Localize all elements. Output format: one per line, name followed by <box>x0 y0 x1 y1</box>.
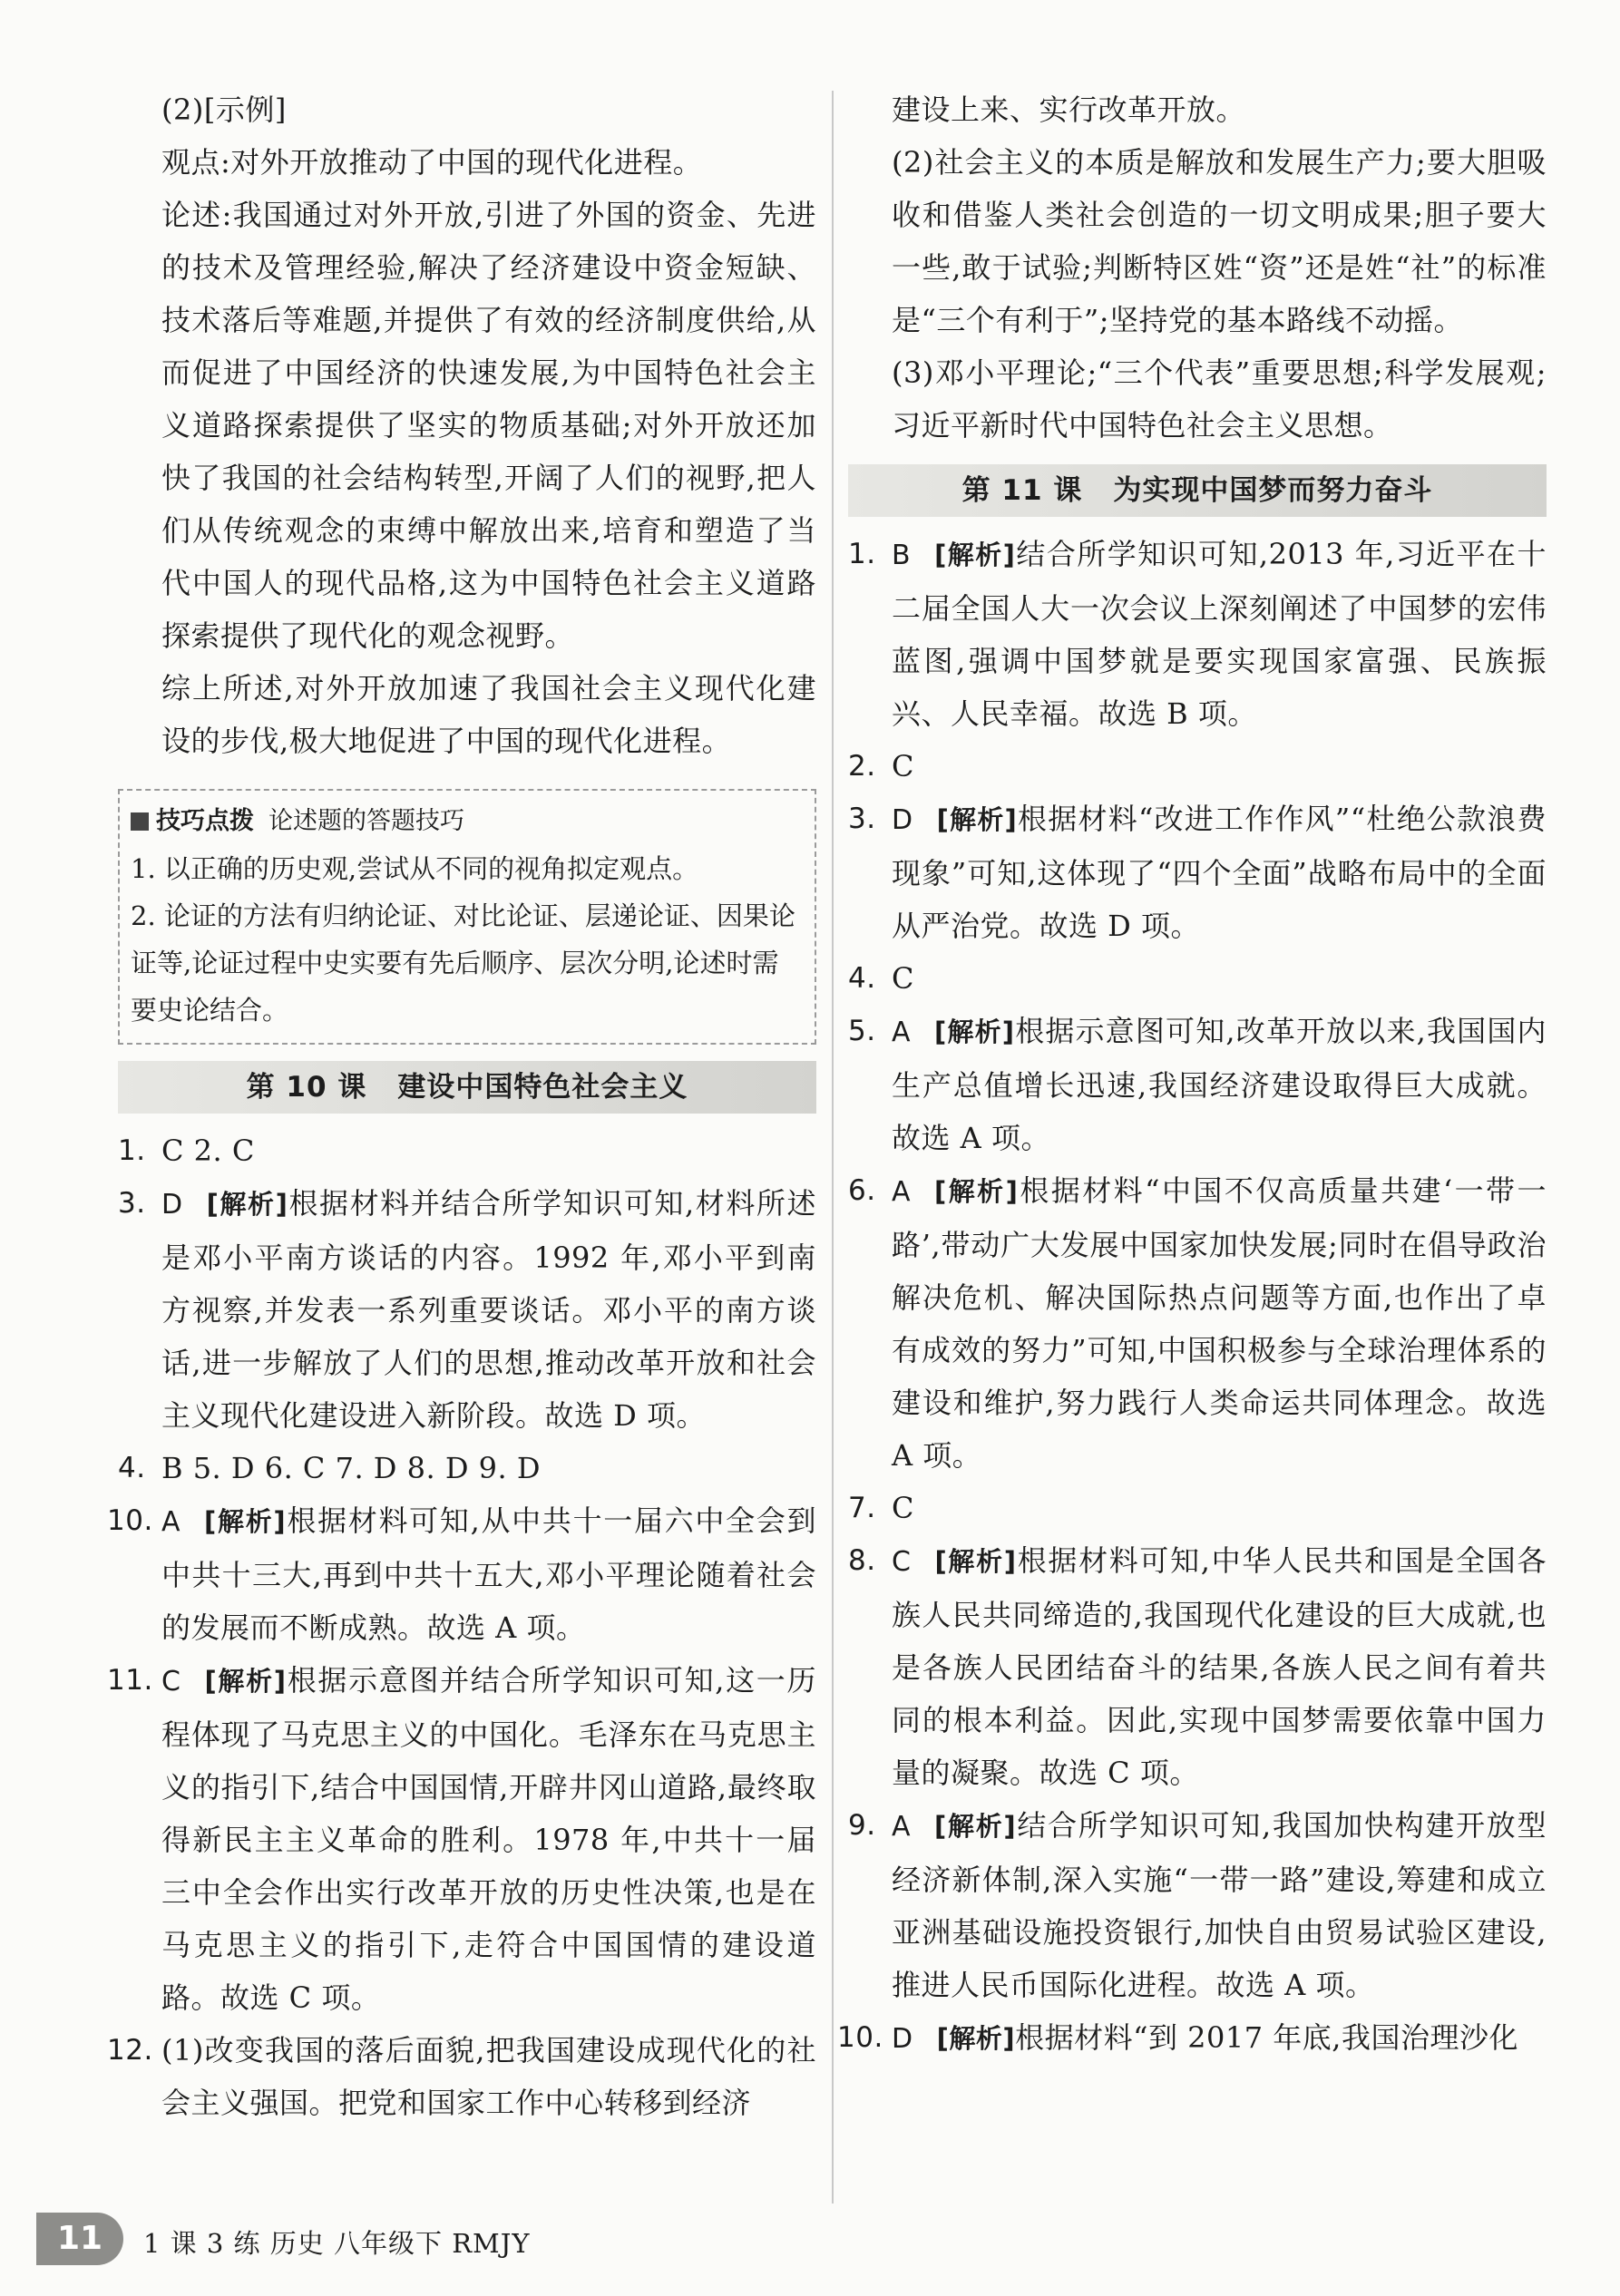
answer-item: 5. A [解析]根据示意图可知,改革开放以来,我国国内生产总值增长迅速,我国经济建设取得巨大成就。故选 A 项。 <box>848 1014 1547 1155</box>
continued-text: (3)邓小平理论;“三个代表”重要思想;科学发展观;习近平新时代中国特色社会主义思想。 <box>892 355 1547 443</box>
answer-item: 1. B [解析]结合所学知识可知,2013 年,习近平在十二届全国人大一次会议上深刻阐述了中国梦的宏伟蓝图,强调中国梦就是要实现国家富强、民族振兴、人民幸福。故选 B 项。 <box>848 537 1547 731</box>
example-label: (2)[示例] <box>161 92 287 127</box>
answer-item: 3. D [解析]根据材料“改进工作作风”“杜绝公款浪费现象”可知,这体现了“四个全面”战略布局中的全面从严治党。故选 D 项。 <box>848 802 1547 943</box>
continued-text: 建设上来、实行改革开放。 <box>892 92 1246 127</box>
answer-item: 11. C [解析]根据示意图并结合所学知识可知,这一历程体现了马克思主义的中国化。毛泽东在马克思主义的指引下,结合中国国情,开辟井冈山道路,最终取得新民主主义革命的胜利。1978 年,中共十一届三中全会作出实行改革开放的历史性决策,也是在马克思主义的指引下,走符合中国国情的建设道路。故选 C 项。 <box>107 1663 816 2015</box>
conclusion-text: 综上所述,对外开放加速了我国社会主义现代化建设的步伐,极大地促进了中国的现代化进程。 <box>161 671 816 758</box>
answer-item: 4. B 5. D 6. C 7. D 8. D 9. D <box>118 1451 541 1485</box>
answer-item: 12. (1)改变我国的落后面貌,把我国建设成现代化的社会主义强国。把党和国家工作中心转移到经济 <box>107 2033 816 2120</box>
page-number: 11 <box>36 2213 123 2265</box>
footer-book-title: 1 课 3 练 历史 八年级下 RMJY <box>143 2228 531 2259</box>
answer-item: 1. C 2. C <box>118 1133 255 1168</box>
argument-text: 论述:我国通过对外开放,引进了外国的资金、先进的技术及管理经验,解决了经济建设中资金短缺、技术落后等难题,并提供了有效的经济制度供给,从而促进了中国经济的快速发展,为中国特色社会主义道路探索提供了坚实的物质基础;对外开放还加快了我国的社会结构转型,开阔了人们的视野,把人们从传统观念的束缚中解放出来,培育和塑造了当代中国人的现代品格,这为中国特色社会主义道路探索提供了现代化的观念视野。 <box>161 198 816 653</box>
answer-item: 10. A [解析]根据材料可知,从中共十一届六中全会到中共十三大,再到中共十五大,邓小平理论随着社会的发展而不断成熟。故选 A 项。 <box>107 1503 816 1645</box>
square-bullet-icon <box>131 812 149 831</box>
answer-item: 3. D [解析]根据材料并结合所学知识可知,材料所述是邓小平南方谈话的内容。1992 年,邓小平到南方视察,并发表一系列重要谈话。邓小平的南方谈话,进一步解放了人们的思想,推动改革开放和社会主义现代化建设进入新阶段。故选 D 项。 <box>118 1186 816 1433</box>
lesson-label: 第 11 课 <box>961 474 1083 507</box>
column-divider <box>832 91 834 2204</box>
answer-item: 6. A [解析]根据材料“中国不仅高质量共建‘一带一路’,带动广大发展中国家加快发展;同时在倡导政治解决危机、解决国际热点问题等方面,也作出了卓有成效的努力”可知,中国积极参与全球治理体系的建设和维护,努力践行人类命运共同体理念。故选 A 项。 <box>848 1173 1547 1473</box>
answer-item: 8. C [解析]根据材料可知,中华人民共和国是全国各族人民共同缔造的,我国现代化建设的巨大成就,也是各族人民团结奋斗的结果,各族人民之间有着共同的根本利益。因此,实现中国梦需要依靠中国力量的凝聚。故选 C 项。 <box>848 1543 1547 1790</box>
lesson-title: 建设中国特色社会主义 <box>397 1071 688 1104</box>
tips-box <box>118 789 816 1045</box>
tips-subtitle: 论述题的答题技巧 <box>268 807 464 835</box>
left-column <box>107 83 816 2129</box>
answer-item: 9. A [解析]结合所学知识可知,我国加快构建开放型经济新体制,深入实施“一带一路”建设,筹建和成立亚洲基础设施投资银行,加快自由贸易试验区建设,推进人民币国际化进程。故选 A 项。 <box>848 1808 1547 2002</box>
tips-item: 2. 论证的方法有归纳论证、对比论证、层递论证、因果论证等,论证过程中史实要有先后顺序、层次分明,论述时需要史论结合。 <box>131 900 795 1026</box>
tips-header <box>131 798 800 845</box>
lesson-11-heading <box>848 464 1547 517</box>
tips-title: 技巧点拨 <box>156 807 254 835</box>
lesson-label: 第 10 课 <box>246 1071 367 1104</box>
page-footer <box>0 2205 544 2269</box>
continued-text: (2)社会主义的本质是解放和发展生产力;要大胆吸收和借鉴人类社会创造的一切文明成果;胆子要大一些,敢于试验;判断特区姓“资”还是姓“社”的标准是“三个有利于”;坚持党的基本路线不动摇。 <box>892 145 1547 337</box>
lesson-title: 为实现中国梦而努力奋斗 <box>1113 474 1433 507</box>
right-column <box>837 83 1547 2066</box>
answer-item: 7. C <box>848 1491 914 1525</box>
lesson-10-heading <box>118 1061 816 1114</box>
answer-item: 4. C <box>848 961 914 996</box>
answer-item: 2. C <box>848 749 914 783</box>
tips-item: 1. 以正确的历史观,尝试从不同的视角拟定观点。 <box>131 853 699 884</box>
viewpoint-text: 观点:对外开放推动了中国的现代化进程。 <box>161 145 703 180</box>
answer-item: 10. D [解析]根据材料“到 2017 年底,我国治理沙化 <box>837 2020 1518 2055</box>
